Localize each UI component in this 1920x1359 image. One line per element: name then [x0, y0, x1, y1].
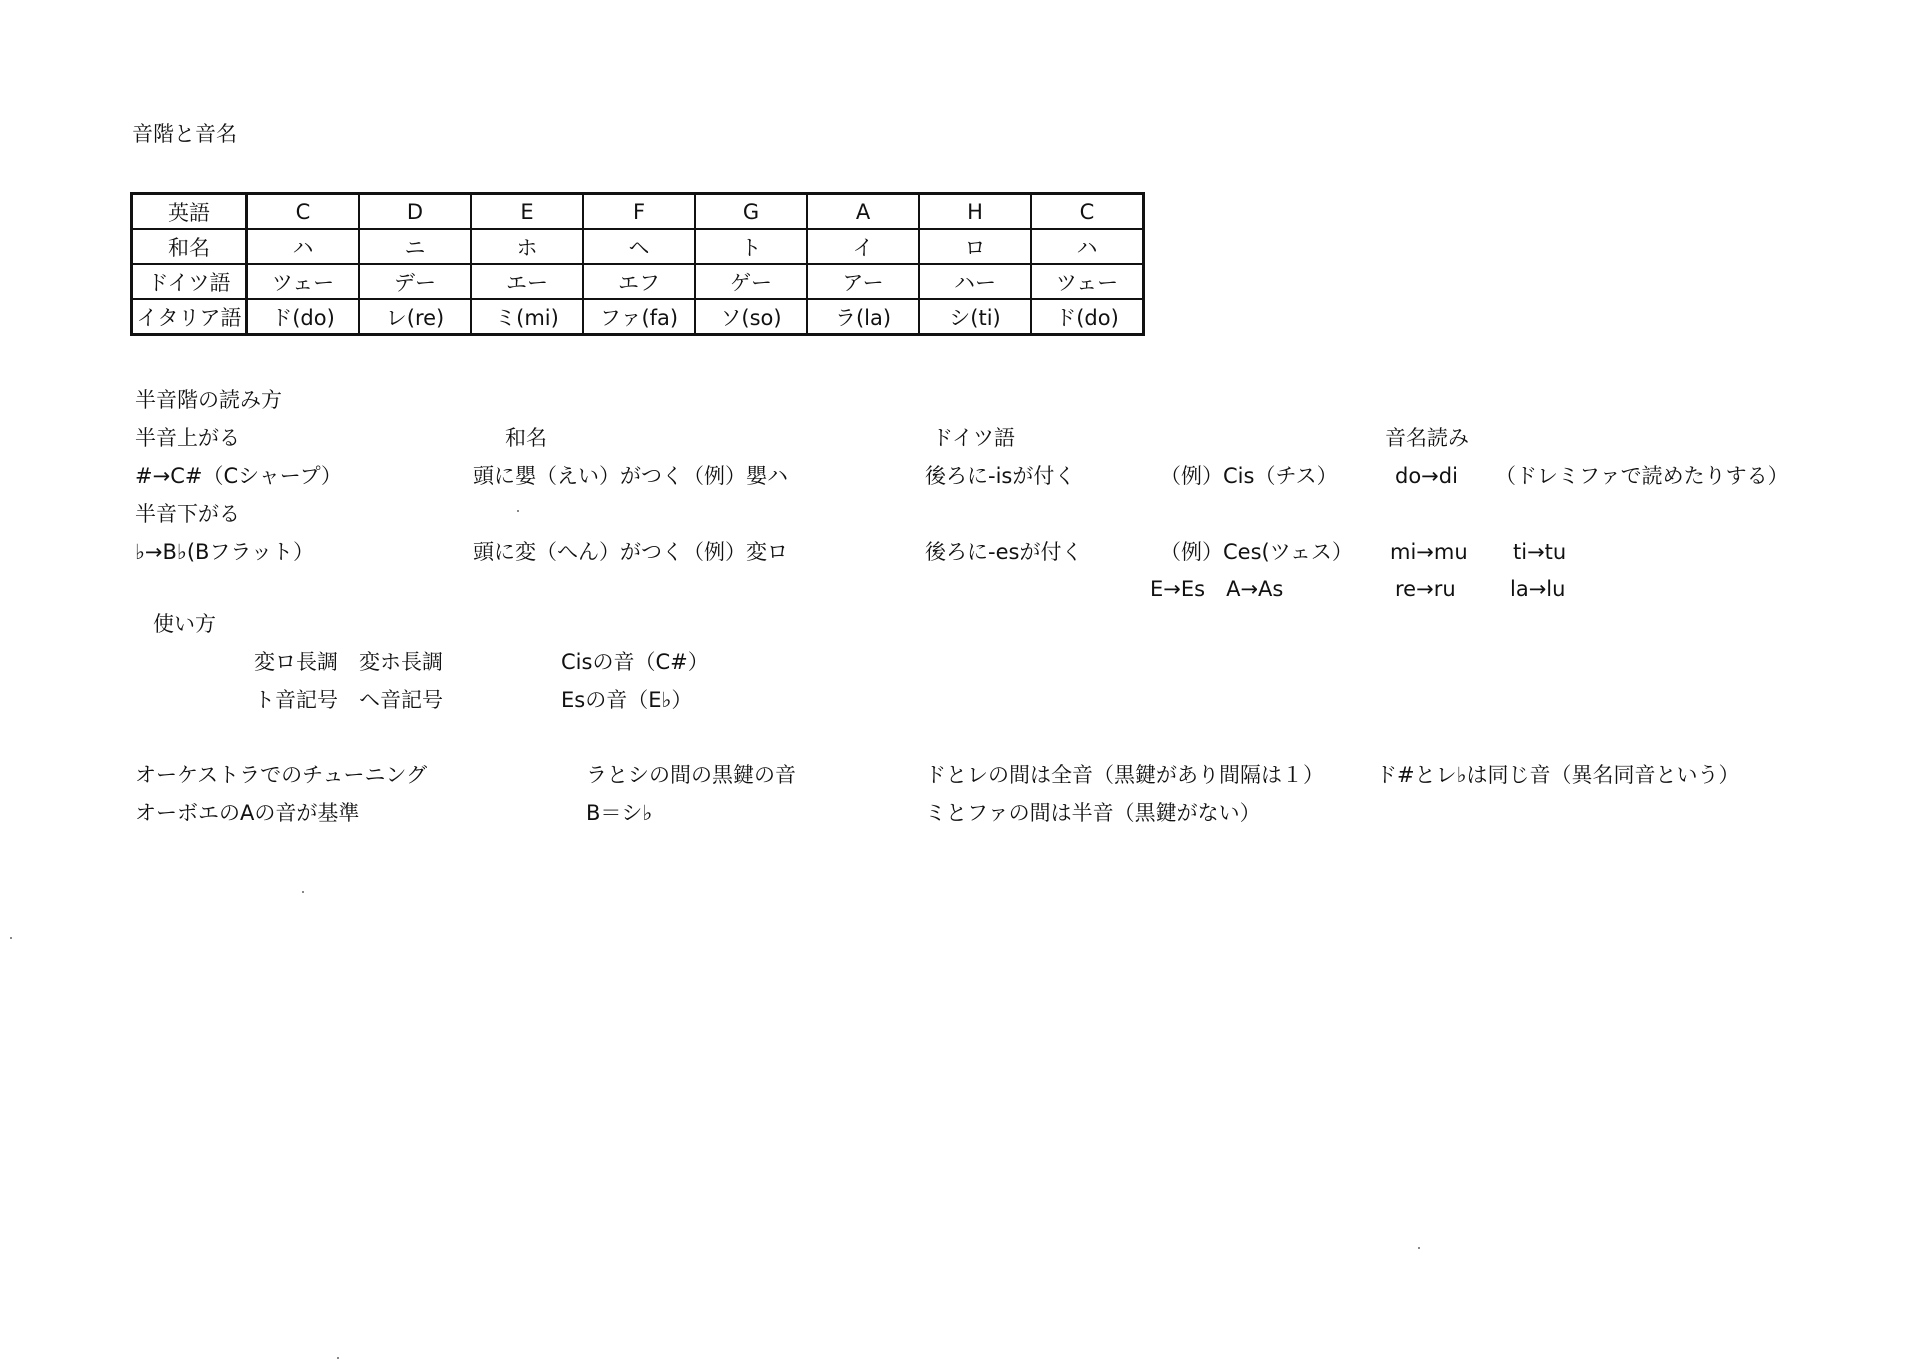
- table-cell: ハ: [247, 229, 360, 264]
- table-cell: E: [471, 194, 583, 230]
- table-cell: C: [1031, 194, 1144, 230]
- table-cell: ゲー: [695, 264, 807, 299]
- table-cell: ミ(mi): [471, 299, 583, 335]
- usage-es: Esの音（E♭）: [561, 688, 693, 712]
- usage-heading: 使い方: [153, 612, 216, 636]
- table-cell: ド(do): [1031, 299, 1144, 335]
- flat-definition: ♭→B♭(Bフラット）: [135, 540, 314, 564]
- table-cell: ド(do): [247, 299, 360, 335]
- column-reading-label: 音名読み: [1385, 426, 1469, 450]
- sharp-example: （例）Cis（チス）: [1160, 464, 1338, 488]
- table-cell: ラ(la): [807, 299, 919, 335]
- row-header: 英語: [132, 194, 247, 230]
- sharp-label: 半音上がる: [135, 426, 240, 450]
- tuning-reference: オーボエのAの音が基準: [135, 801, 360, 825]
- flat-german: 後ろに-esが付く: [925, 540, 1083, 564]
- table-cell: ソ(so): [695, 299, 807, 335]
- table-cell: エフ: [583, 264, 695, 299]
- table-row-italian: [132, 299, 1144, 335]
- black-key-value: B＝シ♭: [586, 801, 653, 825]
- table-cell: F: [583, 194, 695, 230]
- table-cell: アー: [807, 264, 919, 299]
- whole-tone-note: ドとレの間は全音（黒鍵があり間隔は１）: [925, 763, 1324, 787]
- sharp-wamei: 頭に嬰（えい）がつく（例）嬰ハ: [473, 464, 788, 488]
- table-cell: ツェー: [1031, 264, 1144, 299]
- sharp-reading: do→di: [1395, 464, 1458, 488]
- table-row-english: [132, 194, 1144, 230]
- row-header: ドイツ語: [132, 264, 247, 299]
- flat-reading-la: la→lu: [1510, 577, 1566, 601]
- flat-example: （例）Ces(ツェス）: [1160, 540, 1353, 564]
- table-cell: ツェー: [247, 264, 360, 299]
- black-key-note: ラとシの間の黒鍵の音: [586, 763, 796, 787]
- table-cell: ロ: [919, 229, 1031, 264]
- column-german-label: ドイツ語: [932, 426, 1015, 450]
- usage-cis: Cisの音（C#）: [561, 650, 709, 674]
- table-cell: ト: [695, 229, 807, 264]
- row-header: 和名: [132, 229, 247, 264]
- note-name-table: [130, 192, 1145, 336]
- table-cell: ヘ: [583, 229, 695, 264]
- flat-reading-ti: ti→tu: [1513, 540, 1567, 564]
- table-cell: H: [919, 194, 1031, 230]
- table-cell: レ(re): [359, 299, 471, 335]
- table-cell: A: [807, 194, 919, 230]
- table-cell: デー: [359, 264, 471, 299]
- table-cell: ハ: [1031, 229, 1144, 264]
- usage-keys: 変ロ長調 変ホ長調: [254, 650, 443, 674]
- table-cell: シ(ti): [919, 299, 1031, 335]
- sharp-reading-note: （ドレミファで読めたりする）: [1495, 464, 1789, 488]
- table-cell: D: [359, 194, 471, 230]
- table-row-german: [132, 264, 1144, 299]
- table-cell: エー: [471, 264, 583, 299]
- table-cell: ハー: [919, 264, 1031, 299]
- flat-wamei: 頭に変（へん）がつく（例）変ロ: [473, 540, 788, 564]
- table-row-wamei: [132, 229, 1144, 264]
- table-cell: ニ: [359, 229, 471, 264]
- table-cell: イ: [807, 229, 919, 264]
- flat-example-secondary: E→Es A→As: [1150, 577, 1284, 601]
- page-title: 音階と音名: [132, 122, 237, 146]
- semitone-note: ミとファの間は半音（黒鍵がない）: [925, 801, 1261, 825]
- tuning-note: オーケストラでのチューニング: [135, 763, 428, 787]
- sharp-definition: #→C#（Cシャープ）: [135, 464, 342, 488]
- table-cell: C: [247, 194, 360, 230]
- row-header: イタリア語: [132, 299, 247, 335]
- column-wamei-label: 和名: [505, 426, 547, 450]
- table-cell: G: [695, 194, 807, 230]
- sharp-german: 後ろに-isが付く: [925, 464, 1076, 488]
- flat-label: 半音下がる: [135, 502, 240, 526]
- flat-reading-mi: mi→mu: [1390, 540, 1468, 564]
- flat-reading-re: re→ru: [1395, 577, 1456, 601]
- chromatic-heading: 半音階の読み方: [135, 388, 282, 412]
- enharmonic-note: ド#とレ♭は同じ音（異名同音という）: [1376, 763, 1740, 787]
- table-cell: ホ: [471, 229, 583, 264]
- table-cell: ファ(fa): [583, 299, 695, 335]
- usage-clefs: ト音記号 ヘ音記号: [254, 688, 443, 712]
